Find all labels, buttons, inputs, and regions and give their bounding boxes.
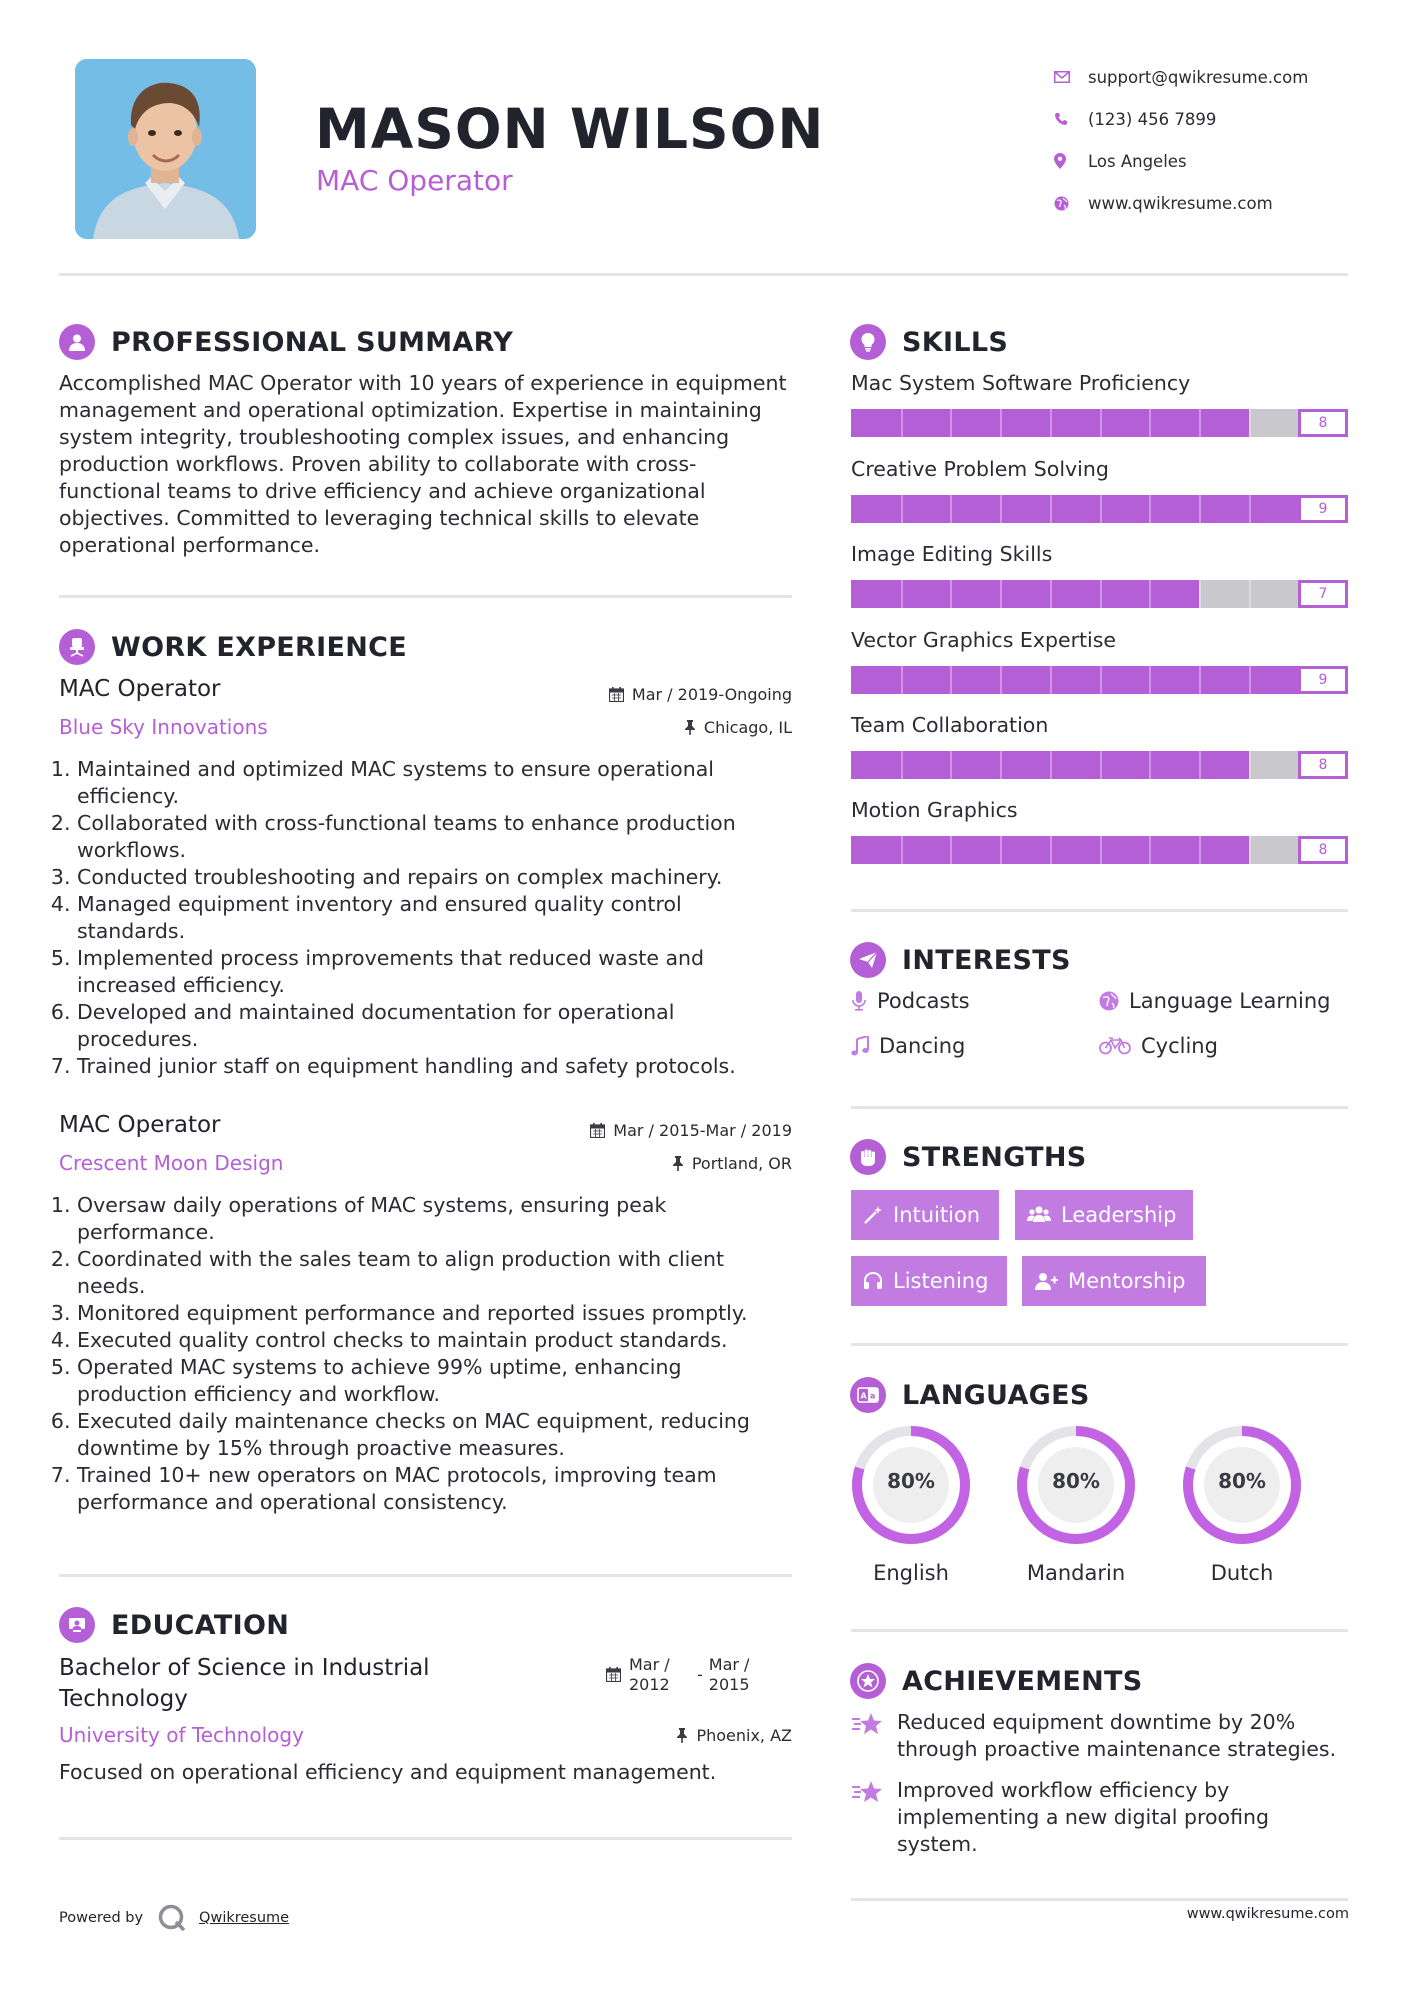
skill-score: 8: [1298, 836, 1348, 864]
duty-item: 5. Operated MAC systems to achieve 99% uptime, enhancing production efficiency and workflow.: [77, 1354, 794, 1408]
duty-item: 1. Maintained and optimized MAC systems to ensure operational efficiency.: [77, 756, 779, 810]
contact-phone[interactable]: (123) 456 7899: [1088, 109, 1217, 129]
languages-title: LANGUAGES: [902, 1379, 1090, 1411]
education-location: [676, 1726, 792, 1745]
contact-email[interactable]: support@qwikresume.com: [1088, 67, 1309, 87]
strength-label: Intuition: [893, 1203, 981, 1227]
summary-text: Accomplished MAC Operator with 10 years of experience in equipment management and operational optimization. Expertise in maintaining system integrity, troubleshooting complex issues, and enhancing production workflows. Proven ability to collaborate with cross-functional teams to drive efficiency and achieve organizational objectives. Committed to leveraging technical skills to elevate operational performance.: [59, 371, 787, 557]
skill-bar-segment: [1199, 580, 1201, 608]
skill-bar-fill: [851, 495, 1298, 523]
lightbulb-icon: [850, 324, 886, 360]
skill-bar-segment: [1000, 836, 1002, 864]
skill-bar-segment: [1100, 495, 1102, 523]
experience-heading: [59, 629, 407, 665]
skill-bar-segment: [1050, 580, 1052, 608]
duty-item: 2. Coordinated with the sales team to align production with client needs.: [77, 1246, 794, 1300]
user-plus-icon: [1034, 1271, 1058, 1291]
calendar-icon: [606, 1667, 621, 1682]
header-divider: [59, 273, 1348, 276]
magic-wand-icon: [863, 1205, 883, 1225]
skill-bar-segment: [950, 666, 952, 694]
skill-bar-segment: [901, 836, 903, 864]
skills-title: SKILLS: [902, 326, 1009, 358]
graduation-icon: [59, 1607, 95, 1643]
skill-bar-segment: [1000, 580, 1002, 608]
svg-text:A: A: [860, 1391, 867, 1401]
calendar-icon: [590, 1123, 605, 1138]
skill-bar-segment: [950, 751, 952, 779]
shooting-star-icon: [851, 1711, 885, 1737]
strength-listening: [851, 1256, 1007, 1306]
job-1-duties: [59, 756, 779, 1080]
experience-divider: [59, 1574, 792, 1577]
skill-score: 7: [1298, 580, 1348, 608]
duty-item: 5. Implemented process improvements that reduced waste and increased efficiency.: [77, 945, 779, 999]
education-divider: [59, 1837, 792, 1840]
skill-bar-segment: [1149, 495, 1151, 523]
qwikresume-logo: [157, 1903, 189, 1933]
interest-label: Cycling: [1141, 1034, 1218, 1058]
languages-heading: [850, 1377, 1090, 1413]
achievement-text: Improved workflow efficiency by implementing a new digital proofing system.: [897, 1778, 1270, 1856]
interest-dancing: [851, 1034, 965, 1058]
skill-bar-segment: [1199, 409, 1201, 437]
summary-divider: [59, 595, 792, 598]
candidate-title: MAC Operator: [316, 164, 513, 197]
interests-divider: [851, 1106, 1348, 1109]
skill-bar-segment: [1249, 751, 1251, 779]
map-pin-icon: [1052, 153, 1088, 169]
interest-language-learning: [1099, 989, 1330, 1013]
skill-bar-segment: [1249, 580, 1251, 608]
language-percent: 80%: [1052, 1469, 1100, 1493]
duty-item: 4. Executed quality control checks to maintain product standards.: [77, 1327, 794, 1354]
job-2-dates: [590, 1121, 792, 1140]
education-dates: [606, 1655, 757, 1695]
pushpin-icon: [676, 1728, 688, 1743]
achievements-divider: [851, 1898, 1348, 1901]
skill-bar-segment: [1100, 836, 1102, 864]
duty-item: 4. Managed equipment inventory and ensured quality control standards.: [77, 891, 779, 945]
skill-bar-segment: [901, 751, 903, 779]
education-end: Mar / 2015: [708, 1655, 750, 1694]
skill-bar-segment: [950, 580, 952, 608]
skills-divider: [851, 909, 1348, 912]
job-1-location-text: Chicago, IL: [703, 718, 792, 737]
summary-heading: [59, 324, 513, 360]
achievement-item: [851, 1709, 1351, 1763]
bicycle-icon: [1099, 1037, 1131, 1055]
skill-bar-segment: [901, 580, 903, 608]
footer-website[interactable]: www.qwikresume.com: [1186, 1906, 1349, 1922]
education-degree: Bachelor of Science in Industrial Technology: [59, 1655, 430, 1712]
skill-score: 9: [1298, 495, 1348, 523]
skill-bar-segment: [1149, 836, 1151, 864]
powered-by: [59, 1903, 289, 1933]
skill-bar-segment: [1050, 751, 1052, 779]
job-1-company: Blue Sky Innovations: [59, 715, 268, 739]
date-separator: -: [697, 1665, 703, 1684]
skill-bar-segment: [1199, 751, 1201, 779]
education-school: University of Technology: [59, 1723, 304, 1747]
svg-text:a: a: [870, 1391, 876, 1401]
languages-divider: [851, 1629, 1348, 1632]
language-percent: 80%: [887, 1469, 935, 1493]
education-heading: [59, 1607, 289, 1643]
language-progress-ring: [1182, 1425, 1302, 1545]
music-note-icon: [851, 1036, 869, 1056]
language-name: English: [873, 1561, 949, 1585]
contact-phone-row[interactable]: [1052, 98, 1372, 140]
duty-item: 7. Trained 10+ new operators on MAC protocols, improving team performance and operational consistency.: [77, 1462, 794, 1516]
job-2-duties: [59, 1192, 794, 1516]
profile-photo: [75, 59, 256, 239]
skill-score: 9: [1298, 666, 1348, 694]
education-description: Focused on operational efficiency and equipment management.: [59, 1760, 717, 1784]
interest-cycling: [1099, 1034, 1218, 1058]
pushpin-icon: [672, 1156, 684, 1171]
skill-bar-segment: [1000, 409, 1002, 437]
language-name: Dutch: [1210, 1561, 1274, 1585]
shooting-star-icon: [851, 1779, 885, 1805]
skill-bar-segment: [1199, 666, 1201, 694]
skill-label: Vector Graphics Expertise: [851, 628, 1117, 652]
skill-bar-segment: [950, 495, 952, 523]
skill-bar-segment: [1249, 836, 1251, 864]
skill-label: Motion Graphics: [851, 798, 1018, 822]
skill-bar-segment: [901, 495, 903, 523]
contact-email-row[interactable]: [1052, 56, 1372, 98]
skill-bar-segment: [1100, 409, 1102, 437]
achievements-title: ACHIEVEMENTS: [902, 1665, 1143, 1697]
candidate-name: MASON WILSON: [315, 97, 825, 161]
job-2-location-text: Portland, OR: [691, 1154, 792, 1173]
duty-item: 7. Trained junior staff on equipment handling and safety protocols.: [77, 1053, 779, 1080]
skill-bar-segment: [1050, 495, 1052, 523]
skill-bar-fill: [851, 666, 1298, 694]
language-name: Mandarin: [1026, 1561, 1126, 1585]
skill-label: Image Editing Skills: [851, 542, 1053, 566]
skill-bar-segment: [901, 666, 903, 694]
interest-podcasts: [851, 989, 970, 1013]
skill-bar: [851, 409, 1348, 437]
skill-bar: [851, 495, 1348, 523]
strength-label: Leadership: [1061, 1203, 1177, 1227]
strengths-heading: [850, 1139, 1087, 1175]
contact-location: Los Angeles: [1088, 151, 1187, 171]
contact-website[interactable]: www.qwikresume.com: [1088, 193, 1273, 213]
skills-heading: [850, 324, 1008, 360]
skill-bar-segment: [901, 409, 903, 437]
duty-item: 3. Conducted troubleshooting and repairs on complex machinery.: [77, 864, 779, 891]
globe-icon: [1052, 196, 1088, 211]
strengths-divider: [851, 1343, 1348, 1346]
skill-bar-segment: [1249, 409, 1251, 437]
skill-bar-segment: [1000, 751, 1002, 779]
skill-label: Creative Problem Solving: [851, 457, 1109, 481]
microphone-icon: [851, 991, 867, 1011]
skill-bar-segment: [1000, 495, 1002, 523]
skill-bar-segment: [1050, 666, 1052, 694]
language-progress-ring: [851, 1425, 971, 1545]
user-icon: [59, 324, 95, 360]
skill-bar-segment: [1100, 666, 1102, 694]
skill-bar-segment: [1199, 495, 1201, 523]
skill-bar-segment: [1199, 836, 1201, 864]
skill-bar: [851, 580, 1348, 608]
skill-bar-segment: [950, 836, 952, 864]
job-2-dates-text: Mar / 2015-Mar / 2019: [613, 1121, 792, 1140]
strength-leadership: [1015, 1190, 1193, 1240]
pushpin-icon: [684, 720, 696, 735]
skill-bar: [851, 666, 1348, 694]
job-2-title: MAC Operator: [59, 1112, 221, 1138]
interest-label: Language Learning: [1129, 989, 1331, 1013]
phone-icon: [1052, 112, 1088, 126]
headphones-icon: [863, 1271, 883, 1291]
job-1-location: [684, 718, 792, 737]
skill-bar-fill: [851, 580, 1199, 608]
achievements-heading: [850, 1663, 1143, 1699]
language-dutch: [1182, 1425, 1302, 1585]
language-mandarin: [1016, 1425, 1136, 1585]
language-progress-ring: [1016, 1425, 1136, 1545]
duty-item: 1. Oversaw daily operations of MAC systems, ensuring peak performance.: [77, 1192, 794, 1246]
envelope-icon: [1052, 71, 1088, 83]
skill-bar-segment: [1149, 751, 1151, 779]
contact-block: [1052, 56, 1372, 224]
skill-label: Mac System Software Proficiency: [851, 371, 1191, 395]
interests-heading: [850, 942, 1071, 978]
strengths-title: STRENGTHS: [902, 1141, 1087, 1173]
job-1-dates: [609, 685, 792, 704]
job-2-location: [672, 1154, 792, 1173]
job-2-company: Crescent Moon Design: [59, 1151, 284, 1175]
strength-mentorship: [1022, 1256, 1206, 1306]
skill-bar-segment: [1100, 751, 1102, 779]
duty-item: 3. Monitored equipment performance and reported issues promptly.: [77, 1300, 794, 1327]
qwikresume-link[interactable]: Qwikresume: [199, 1910, 290, 1926]
achievement-text: Reduced equipment downtime by 20% through proactive maintenance strategies.: [897, 1710, 1337, 1761]
language-english: [851, 1425, 971, 1585]
education-location-text: Phoenix, AZ: [696, 1726, 792, 1745]
skill-bar-segment: [1000, 666, 1002, 694]
duty-item: 6. Executed daily maintenance checks on MAC equipment, reducing downtime by 15% through proactive measures.: [77, 1408, 794, 1462]
duty-item: 6. Developed and maintained documentation for operational procedures.: [77, 999, 779, 1053]
skill-score: 8: [1298, 409, 1348, 437]
skill-bar-segment: [1149, 580, 1151, 608]
strength-label: Listening: [893, 1269, 989, 1293]
skill-score: 8: [1298, 751, 1348, 779]
star-badge-icon: [850, 1663, 886, 1699]
skill-bar: [851, 836, 1348, 864]
skill-bar-segment: [1100, 580, 1102, 608]
contact-location-row: [1052, 140, 1372, 182]
education-title: EDUCATION: [111, 1609, 290, 1641]
contact-website-row[interactable]: [1052, 182, 1372, 224]
experience-title: WORK EXPERIENCE: [111, 631, 407, 663]
skill-bar-segment: [1149, 666, 1151, 694]
skill-bar-segment: [1249, 666, 1251, 694]
skill-bar-segment: [950, 409, 952, 437]
fist-icon: [850, 1139, 886, 1175]
skill-bar-segment: [1050, 836, 1052, 864]
powered-by-label: Powered by: [59, 1910, 144, 1926]
users-icon: [1027, 1205, 1051, 1225]
job-1-title: MAC Operator: [59, 676, 221, 702]
paper-plane-icon: [850, 942, 886, 978]
language-percent: 80%: [1218, 1469, 1266, 1493]
duty-item: 2. Collaborated with cross-functional teams to enhance production workflows.: [77, 810, 779, 864]
skill-bar-segment: [1149, 409, 1151, 437]
achievement-item: [851, 1777, 1351, 1858]
interest-label: Dancing: [879, 1034, 966, 1058]
office-chair-icon: [59, 629, 95, 665]
skill-bar-segment: [1050, 409, 1052, 437]
strength-intuition: [851, 1190, 999, 1240]
calendar-icon: [609, 687, 624, 702]
summary-title: PROFESSIONAL SUMMARY: [111, 326, 514, 358]
interest-label: Podcasts: [877, 989, 970, 1013]
language-icon: [850, 1377, 886, 1413]
skill-bar: [851, 751, 1348, 779]
strength-label: Mentorship: [1068, 1269, 1186, 1293]
education-start: Mar / 2012: [629, 1655, 670, 1694]
interests-title: INTERESTS: [902, 944, 1071, 976]
globe-icon: [1099, 991, 1119, 1011]
skill-label: Team Collaboration: [851, 713, 1049, 737]
job-1-dates-text: Mar / 2019-Ongoing: [631, 685, 792, 704]
skill-bar-segment: [1249, 495, 1251, 523]
